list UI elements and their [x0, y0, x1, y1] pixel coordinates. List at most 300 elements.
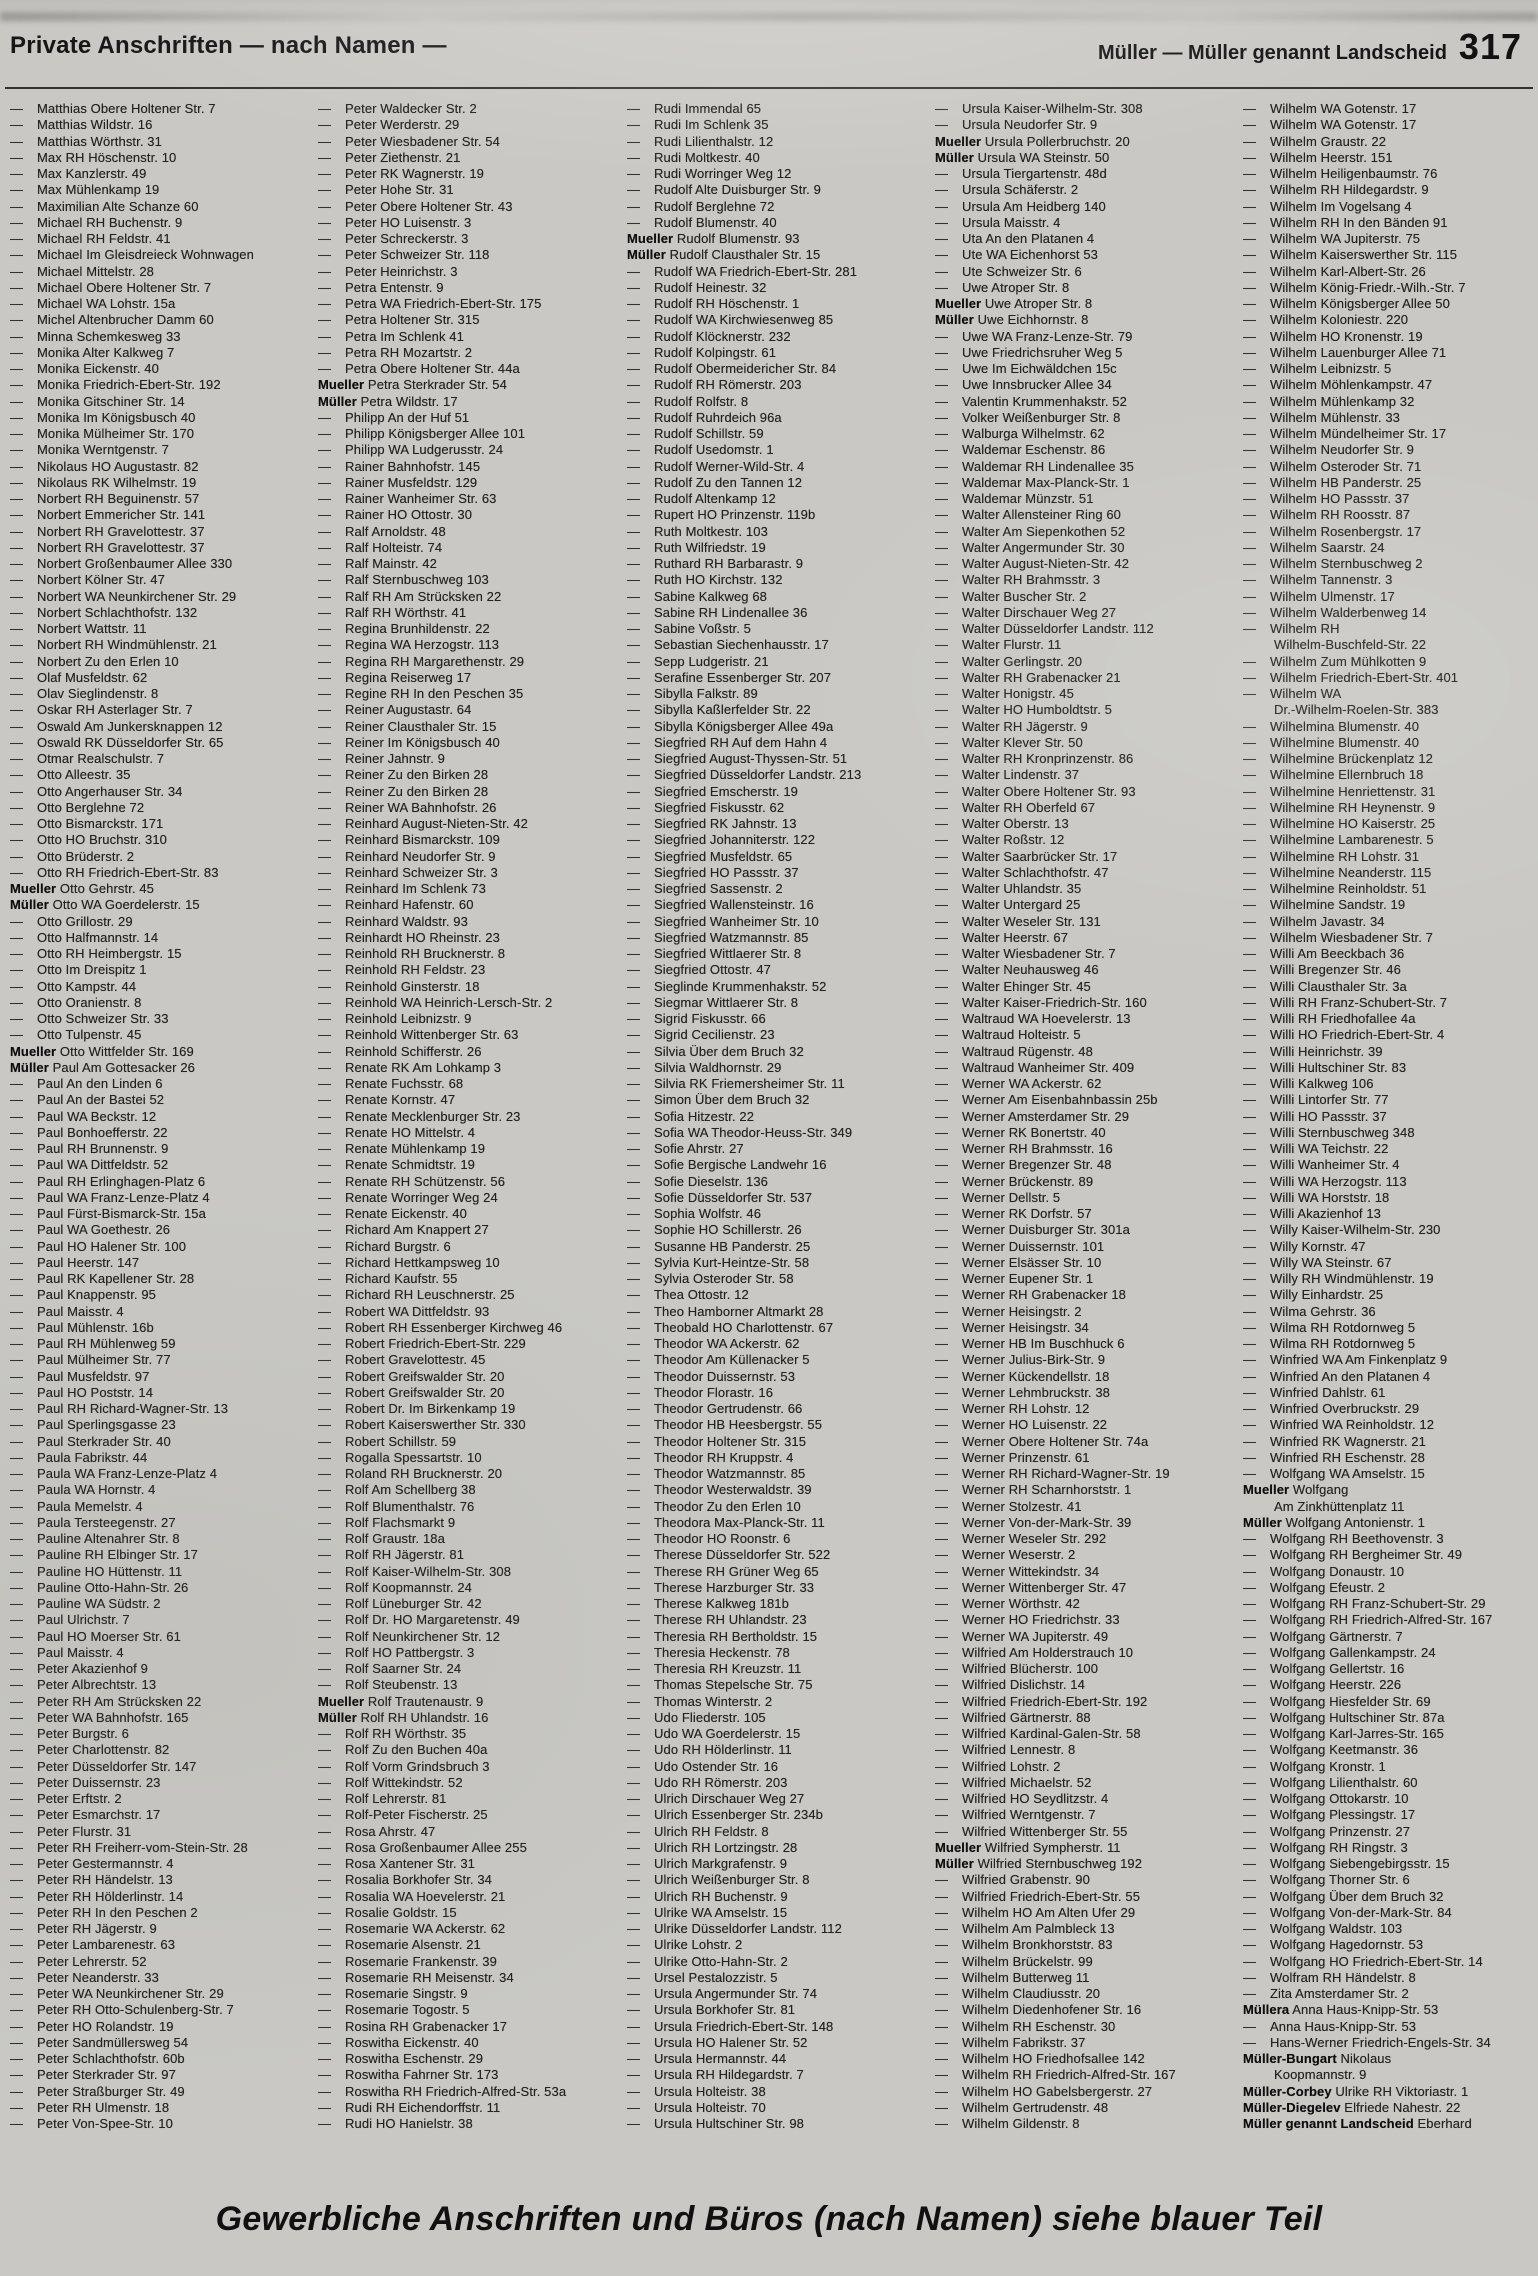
entry-dash: — — [627, 1709, 641, 1725]
entry-dash: — — [935, 1238, 949, 1254]
directory-entry — [1243, 1710, 1492, 1726]
directory-entry — [1243, 670, 1492, 686]
entry-dash: — — [935, 1986, 949, 2001]
entry-dash: — — [627, 1856, 641, 1871]
entry-text: Ralf Arnoldstr. 48 — [345, 523, 446, 539]
entry-text: Peter Lehrerstr. 52 — [37, 1953, 147, 1969]
entry-text: Rudolf Zu den Tannen 12 — [654, 474, 803, 490]
entry-text: Wolfgang Prinzenstr. 27 — [1270, 1823, 1411, 1839]
entry-text: Wolfgang Efeustr. 2 — [1270, 1579, 1386, 1595]
directory-entry — [318, 1612, 566, 1628]
entry-dash: — — [1243, 426, 1257, 441]
entry-text: Werner Wörthstr. 42 — [962, 1596, 1080, 1611]
entry-text: Wilhelm RH In den Bänden 91 — [1270, 214, 1448, 230]
entry-text: Peter Heinrichstr. 3 — [345, 263, 458, 279]
directory-entry — [318, 1824, 566, 1840]
directory-entry — [627, 1482, 861, 1498]
directory-entry — [627, 865, 861, 881]
directory-entry — [935, 377, 1176, 393]
directory-entry — [318, 1661, 566, 1677]
directory-entry — [627, 1547, 861, 1563]
entry-surname: Müller — [1243, 1514, 1282, 1530]
entry-text: Willy WA Steinstr. 67 — [1270, 1254, 1392, 1270]
entry-dash: — — [10, 1514, 24, 1530]
directory-entry — [627, 377, 861, 393]
entry-dash: — — [627, 1969, 641, 1985]
entry-dash: — — [10, 962, 24, 978]
entry-text: Peter Schlachthofstr. 60b — [37, 2051, 185, 2066]
entry-dash: — — [10, 799, 24, 815]
entry-text: Ursula Angermunder Str. 74 — [654, 1986, 818, 2001]
entry-text: Monika Im Königsbusch 40 — [37, 409, 196, 425]
entry-text: Robert Kaiserswerther Str. 330 — [345, 1417, 526, 1433]
entry-dash: — — [935, 1222, 949, 1238]
entry-dash: — — [1243, 214, 1257, 230]
entry-dash: — — [10, 1352, 24, 1368]
entry-text: Wilhelm Karl-Albert-Str. 26 — [1270, 263, 1426, 279]
directory-entry — [627, 1271, 861, 1287]
entry-text: Walter Wiesbadener Str. 7 — [962, 946, 1116, 961]
entry-dash: — — [10, 1157, 24, 1173]
entry-dash: — — [935, 816, 949, 831]
entry-text: Robert RH Essenberger Kirchweg 46 — [345, 1319, 563, 1335]
entry-text: Waldemar RH Lindenallee 35 — [962, 458, 1134, 474]
directory-entry — [10, 1824, 254, 1840]
entry-text: Paul Bonhoefferstr. 22 — [37, 1124, 168, 1140]
directory-entry — [1243, 767, 1492, 783]
directory-entry — [1243, 475, 1492, 491]
entry-dash: — — [318, 1433, 332, 1449]
directory-entry — [10, 865, 254, 881]
directory-entry — [627, 1320, 861, 1336]
entry-text: Wolfgang Thorner Str. 6 — [1270, 1872, 1410, 1888]
entry-text: Sofie Dieselstr. 136 — [654, 1173, 769, 1189]
entry-text: Ursel Pestalozzistr. 5 — [654, 1969, 778, 1985]
directory-entry — [1243, 345, 1492, 361]
directory-entry — [627, 1856, 861, 1872]
entry-dash: — — [1243, 848, 1257, 864]
entry-text: Rudi Lilienthalstr. 12 — [654, 133, 774, 149]
entry-text: Ursula Tiergartenstr. 48d — [962, 166, 1107, 181]
entry-surname: Mueller — [318, 1693, 365, 1709]
entry-text: Reinhard August-Nieten-Str. 42 — [345, 816, 528, 831]
entry-dash: — — [1243, 1531, 1257, 1546]
entry-text: Paul Sterkrader Str. 40 — [37, 1433, 171, 1449]
entry-text: Wilfried Michaelstr. 52 — [962, 1774, 1092, 1790]
entry-text: Ursula HO Halener Str. 52 — [654, 2034, 808, 2050]
entry-dash: — — [10, 1401, 24, 1416]
entry-dash: — — [935, 1726, 949, 1741]
entry-dash: — — [627, 978, 641, 994]
directory-entry — [10, 1174, 254, 1190]
entry-dash: — — [10, 474, 24, 490]
directory-entry — [935, 914, 1176, 930]
entry-dash: — — [935, 978, 949, 994]
entry-text: Otto Tulpenstr. 45 — [37, 1027, 142, 1043]
entry-dash: — — [627, 1888, 641, 1904]
entry-text: Walter Düsseldorfer Landstr. 112 — [962, 621, 1154, 636]
directory-entry — [935, 1336, 1176, 1352]
directory-entry — [627, 1222, 861, 1238]
directory-entry — [1243, 1791, 1492, 1807]
entry-text: Paul Sperlingsgasse 23 — [37, 1417, 176, 1433]
entry-text: Rolf Saarner Str. 24 — [345, 1661, 462, 1676]
entry-text: Paul Maisstr. 4 — [37, 1644, 124, 1660]
entry-text: Peter Düsseldorfer Str. 147 — [37, 1758, 197, 1774]
entry-dash: — — [10, 2018, 24, 2034]
entry-text: Rudolf Clausthaler Str. 15 — [665, 247, 821, 263]
directory-entry — [627, 1726, 861, 1742]
directory-entry — [318, 442, 566, 458]
page-title: Private Anschriften — nach Namen — — [10, 32, 447, 59]
entry-text: Wolfgang RH Franz-Schubert-Str. 29 — [1270, 1596, 1486, 1611]
entry-dash: — — [1243, 1661, 1257, 1676]
entry-dash: — — [627, 1921, 641, 1936]
entry-dash: — — [627, 897, 641, 913]
entry-text: Werner Julius-Birk-Str. 9 — [962, 1352, 1106, 1368]
entry-dash: — — [318, 2099, 332, 2115]
entry-text: Werner HO Friedrichstr. 33 — [962, 1612, 1120, 1628]
directory-entry — [10, 1369, 254, 1385]
entry-dash: — — [935, 621, 949, 636]
directory-entry — [10, 962, 254, 978]
entry-text: Wilhelm HO Gabelsbergerstr. 27 — [962, 2083, 1153, 2099]
entry-dash: — — [627, 1904, 641, 1920]
directory-entry — [1243, 1970, 1492, 1986]
entry-text: Reinhardt HO Rheinstr. 23 — [345, 929, 500, 945]
entry-dash: — — [1243, 2034, 1257, 2050]
entry-text: Ralf RH Wörthstr. 41 — [345, 604, 467, 620]
directory-entry — [935, 247, 1176, 263]
directory-entry — [318, 865, 566, 881]
entry-text: Ruth Moltkestr. 103 — [654, 523, 768, 539]
entry-text: Siegfried Düsseldorfer Landstr. 213 — [654, 767, 862, 783]
entry-dash: — — [1243, 1856, 1257, 1871]
entry-dash: — — [10, 1433, 24, 1449]
entry-dash: — — [935, 279, 949, 295]
directory-entry — [10, 394, 254, 410]
entry-text: Philipp Königsberger Allee 101 — [345, 426, 526, 441]
entry-dash: — — [935, 1189, 949, 1205]
entry-dash: — — [935, 556, 949, 571]
entry-text: Sibylla Falkstr. 89 — [654, 686, 758, 701]
entry-text: Walter Klever Str. 50 — [962, 734, 1083, 750]
entry-text: Robert Greifswalder Str. 20 — [345, 1384, 505, 1400]
entry-text: Roswitha Eickenstr. 40 — [345, 2034, 479, 2050]
entry-dash: — — [627, 1872, 641, 1888]
directory-entry — [627, 1824, 861, 1840]
entry-dash: — — [1243, 182, 1257, 198]
entry-dash: — — [10, 669, 24, 685]
entry-text: Sepp Ludgeristr. 21 — [654, 653, 769, 669]
entry-dash: — — [627, 1027, 641, 1043]
entry-dash: — — [318, 1222, 332, 1238]
entry-text: Renate Kornstr. 47 — [345, 1092, 456, 1108]
entry-dash: — — [10, 393, 24, 409]
directory-entry — [935, 1076, 1176, 1092]
entry-dash: — — [935, 1807, 949, 1823]
directory-entry — [10, 1889, 254, 1905]
directory-entry — [318, 1775, 566, 1791]
entry-dash: — — [627, 2002, 641, 2018]
directory-entry — [627, 1092, 861, 1108]
directory-entry — [627, 1564, 861, 1580]
directory-entry — [318, 589, 566, 605]
entry-text: Rolf RH Uhlandstr. 16 — [356, 1709, 489, 1725]
directory-entry — [318, 914, 566, 930]
entry-text: Walter August-Nieten-Str. 42 — [962, 556, 1130, 571]
directory-entry — [935, 280, 1176, 296]
entry-dash: — — [318, 2018, 332, 2034]
directory-entry — [1243, 1677, 1492, 1693]
directory-entry — [10, 751, 254, 767]
entry-dash: — — [10, 1303, 24, 1319]
entry-text: Walter Neuhausweg 46 — [962, 962, 1099, 978]
directory-entry — [627, 1417, 861, 1433]
entry-dash: — — [627, 1547, 641, 1563]
entry-text: Wilhelm Mündelheimer Str. 17 — [1270, 426, 1447, 441]
directory-entry — [935, 1109, 1176, 1125]
directory-entry — [935, 605, 1176, 621]
directory-entry — [1243, 1352, 1492, 1368]
directory-entry — [10, 1011, 254, 1027]
entry-text: Sofie Ahrstr. 27 — [654, 1141, 744, 1156]
entry-dash: — — [627, 1742, 641, 1758]
directory-entry — [318, 1304, 566, 1320]
entry-text: Wolfram RH Händelstr. 8 — [1270, 1969, 1416, 1985]
entry-dash: — — [10, 1092, 24, 1108]
entry-text: Petra Wildstr. 17 — [356, 393, 458, 409]
entry-dash: — — [935, 1384, 949, 1400]
directory-entry — [1243, 150, 1492, 166]
directory-entry — [1243, 264, 1492, 280]
entry-text: Werner Elsässer Str. 10 — [962, 1254, 1102, 1270]
directory-entry — [627, 475, 861, 491]
directory-entry — [627, 1629, 861, 1645]
entry-text: Wolfgang Siebengebirgsstr. 15 — [1270, 1856, 1450, 1871]
entry-text: Wilfried Dislichstr. 14 — [962, 1677, 1085, 1693]
entry-text: Otto Wittfelder Str. 169 — [56, 1043, 194, 1059]
directory-entry — [627, 1499, 861, 1515]
directory-entry — [1243, 1856, 1492, 1872]
entry-dash: — — [1243, 1319, 1257, 1335]
entry-text: Ute WA Eichenhorst 53 — [962, 247, 1099, 263]
directory-entry — [935, 751, 1176, 767]
directory-entry — [318, 849, 566, 865]
directory-entry — [1243, 946, 1492, 962]
directory-entry — [935, 1287, 1176, 1303]
directory-entry — [935, 1954, 1176, 1970]
entry-dash: — — [10, 1498, 24, 1514]
entry-text: Wilhelmine Henriettenstr. 31 — [1270, 783, 1436, 799]
entry-dash: — — [318, 1173, 332, 1189]
entry-text: Sieglinde Krummenhakstr. 52 — [654, 978, 827, 994]
entry-text: Wilma RH Rotdornweg 5 — [1270, 1319, 1416, 1335]
directory-entry — [1243, 719, 1492, 735]
entry-dash: — — [318, 1823, 332, 1839]
entry-text: Hans-Werner Friedrich-Engels-Str. 34 — [1270, 2034, 1491, 2050]
entry-dash: — — [10, 1027, 24, 1043]
entry-text: Ursula Pollerbruchstr. 20 — [981, 133, 1130, 149]
directory-entry — [10, 1726, 254, 1742]
entry-text: Udo RH Hölderlinstr. 11 — [654, 1742, 792, 1758]
entry-dash: — — [10, 1482, 24, 1498]
entry-text: Willi Akazienhof 13 — [1270, 1206, 1382, 1221]
directory-entry — [935, 1141, 1176, 1157]
entry-text: Werner Obere Holtener Str. 74a — [962, 1433, 1149, 1449]
directory-entry — [318, 1044, 566, 1060]
entry-text: Walter RH Kronprinzenstr. 86 — [962, 751, 1134, 766]
entry-dash: — — [935, 1141, 949, 1156]
entry-text: Wilhelmine Lambarenestr. 5 — [1270, 832, 1434, 848]
entry-text: Otto Angerhauser Str. 34 — [37, 783, 183, 799]
entry-dash: — — [1243, 1173, 1257, 1189]
entry-text: Waltraud WA Hoevelerstr. 13 — [962, 1011, 1131, 1026]
directory-entry — [1243, 377, 1492, 393]
entry-text: Peter WA Bahnhofstr. 165 — [37, 1709, 189, 1725]
entry-text: Wilhelm HO Friedhofsallee 142 — [962, 2051, 1145, 2066]
entry-text: Rudi Im Schlenk 35 — [654, 117, 769, 133]
entry-text: Winfried An den Platanen 4 — [1270, 1368, 1431, 1384]
entry-dash: — — [935, 832, 949, 848]
entry-text: Wilfried Friedrich-Ebert-Str. 192 — [962, 1693, 1148, 1709]
directory-entry — [627, 1466, 861, 1482]
directory-entry — [627, 1775, 861, 1791]
directory-entry — [627, 719, 861, 735]
entry-text: Peter Wiesbadener Str. 54 — [345, 133, 500, 149]
entry-dash: — — [1243, 1206, 1257, 1221]
entry-text: Sylvia Osteroder Str. 58 — [654, 1271, 794, 1286]
entry-dash: — — [627, 296, 641, 311]
entry-dash: — — [318, 1677, 332, 1693]
directory-entry — [935, 1596, 1176, 1612]
directory-entry — [935, 1157, 1176, 1173]
directory-entry — [935, 1352, 1176, 1368]
entry-text: Siegfried HO Passstr. 37 — [654, 864, 799, 880]
directory-entry — [318, 117, 566, 133]
entry-text: Reinhold Ginsterstr. 18 — [345, 978, 480, 994]
entry-dash: — — [935, 864, 949, 880]
directory-entry — [935, 1840, 1176, 1856]
entry-dash: — — [10, 2099, 24, 2115]
entry-dash: — — [318, 1368, 332, 1384]
directory-entry — [627, 784, 861, 800]
directory-entry — [935, 166, 1176, 182]
directory-entry — [627, 2067, 861, 2083]
entry-text: Wolfgang Hagedornstr. 53 — [1270, 1937, 1424, 1953]
entry-dash: — — [10, 1011, 24, 1026]
header-right — [1098, 26, 1522, 68]
entry-text: Rupert HO Prinzenstr. 119b — [654, 507, 816, 523]
directory-entry — [1243, 1109, 1492, 1125]
entry-text: Rainer HO Ottostr. 30 — [345, 507, 473, 523]
directory-entry — [1243, 1141, 1492, 1157]
entry-text: Wilhelm Bronkhorststr. 83 — [962, 1937, 1113, 1953]
entry-dash: — — [10, 637, 24, 653]
entry-text: Therese RH Uhlandstr. 23 — [654, 1612, 807, 1628]
directory-entry — [10, 621, 254, 637]
directory-entry — [935, 117, 1176, 133]
directory-entry — [627, 751, 861, 767]
directory-entry — [1243, 897, 1492, 913]
entry-dash: — — [627, 783, 641, 799]
entry-dash: — — [10, 328, 24, 344]
entry-dash: — — [10, 1661, 24, 1676]
entry-text: Regine RH In den Peschen 35 — [345, 686, 524, 701]
entry-text: Wilhelm Claudiusstr. 20 — [962, 1986, 1101, 2001]
entry-text: Peter Schreckerstr. 3 — [345, 231, 469, 246]
entry-text: Werner Duisburger Str. 301a — [962, 1222, 1130, 1238]
entry-dash: — — [935, 2083, 949, 2099]
entry-dash: — — [1243, 1336, 1257, 1351]
entry-text: Therese Kalkweg 181b — [654, 1596, 789, 1611]
entry-dash: — — [627, 2116, 641, 2131]
directory-entry — [935, 1677, 1176, 1693]
entry-dash: — — [1243, 166, 1257, 181]
entry-text: Thomas Stepelsche Str. 75 — [654, 1677, 813, 1693]
directory-entry — [1243, 816, 1492, 832]
entry-dash: — — [1243, 1368, 1257, 1384]
directory-entry — [10, 1385, 254, 1401]
entry-dash: — — [318, 653, 332, 669]
entry-text: Peter Gestermannstr. 4 — [37, 1856, 174, 1871]
entry-dash: — — [627, 2034, 641, 2050]
directory-entry — [10, 995, 254, 1011]
entry-text: Wilhelm Fabrikstr. 37 — [962, 2034, 1086, 2050]
entry-text: Willi RH Franz-Schubert-Str. 7 — [1270, 994, 1448, 1010]
directory-entry — [10, 1434, 254, 1450]
directory-entry — [935, 507, 1176, 523]
directory-entry — [627, 459, 861, 475]
entry-text: Udo Ostender Str. 16 — [654, 1758, 779, 1774]
directory-entry — [318, 1369, 566, 1385]
entry-dash: — — [10, 101, 24, 116]
directory-entry — [935, 459, 1176, 475]
entry-text: Walter RH Brahmsstr. 3 — [962, 572, 1101, 588]
directory-entry — [935, 930, 1176, 946]
entry-text: Philipp An der Huf 51 — [345, 409, 470, 425]
entry-text: Wilhelm Heiligenbaumstr. 76 — [1270, 166, 1438, 181]
entry-dash: — — [318, 182, 332, 198]
entry-dash: — — [935, 637, 949, 653]
entry-text: Paul HO Poststr. 14 — [37, 1384, 154, 1400]
directory-entry — [318, 1921, 566, 1937]
entry-text: Rolf Wittekindstr. 52 — [345, 1774, 463, 1790]
directory-entry — [318, 491, 566, 507]
entry-text: Walter Honigstr. 45 — [962, 686, 1074, 701]
entry-dash: — — [318, 1758, 332, 1774]
directory-entry — [935, 1905, 1176, 1921]
directory-entry — [318, 1060, 566, 1076]
directory-entry — [627, 1889, 861, 1905]
directory-entry — [1243, 2035, 1492, 2051]
entry-text: Winfried Overbruckstr. 29 — [1270, 1401, 1420, 1416]
entry-dash: — — [318, 1466, 332, 1481]
entry-dash: — — [318, 718, 332, 734]
directory-entry — [1243, 849, 1492, 865]
directory-entry — [1243, 1612, 1492, 1628]
directory-entry — [627, 1450, 861, 1466]
entry-text: Walter Gerlingstr. 20 — [962, 653, 1083, 669]
entry-dash: — — [318, 1661, 332, 1676]
entry-text: Wilhelmine HO Kaiserstr. 25 — [1270, 816, 1436, 831]
directory-entry — [1243, 1206, 1492, 1222]
entry-text: Wolfgang Gellertstr. 16 — [1270, 1661, 1405, 1676]
directory-entry — [10, 1157, 254, 1173]
entry-text: Werner Am Eisenbahnbassin 25b — [962, 1092, 1158, 1108]
entry-dash: — — [10, 1986, 24, 2001]
directory-entry — [10, 686, 254, 702]
